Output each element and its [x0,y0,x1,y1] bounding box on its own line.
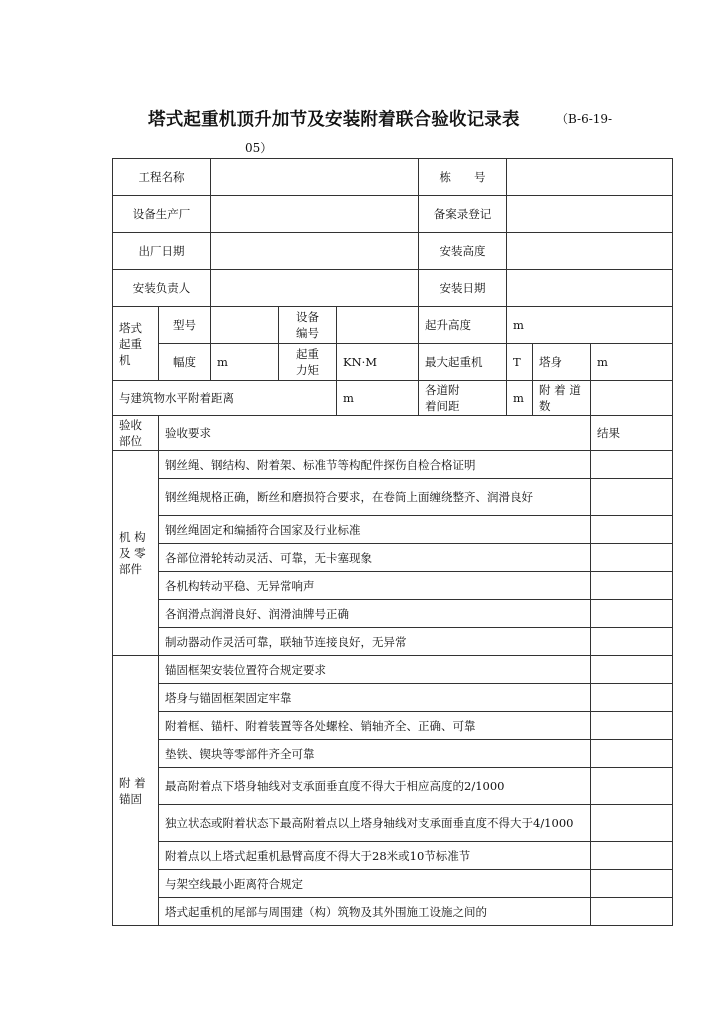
unit-horizontal-distance: m [337,381,419,416]
value-building-no[interactable] [507,159,673,196]
label-equip-no: 设备 编号 [279,307,337,344]
result-cell[interactable] [591,712,673,740]
value-manufacturer[interactable] [211,196,419,233]
unit-attach-spacing: m [507,381,533,416]
check-item: 锚固框架安装位置符合规定要求 [159,656,591,684]
label-install-leader: 安装负责人 [113,270,211,307]
check-item: 塔身与锚固框架固定牢靠 [159,684,591,712]
section-mechanism-label: 机 构 及 零 部件 [113,451,159,656]
result-cell[interactable] [591,656,673,684]
check-item: 附着点以上塔式起重机悬臂高度不得大于28米或10节标准节 [159,842,591,870]
result-cell[interactable] [591,768,673,805]
label-project-name: 工程名称 [113,159,211,196]
value-install-date[interactable] [507,270,673,307]
check-item: 独立状态或附着状态下最高附着点以上塔身轴线对支承面垂直度不得大于4/1000 [159,805,591,842]
result-cell[interactable] [591,684,673,712]
label-manufacturer: 设备生产厂 [113,196,211,233]
label-attach-count: 附 着 道 数 [533,381,591,416]
section-anchorage-label: 附 着 锚固 [113,656,159,926]
result-cell[interactable] [591,898,673,926]
result-cell[interactable] [591,600,673,628]
label-attach-spacing: 各道附 着间距 [419,381,507,416]
unit-tower-body: m [591,344,673,381]
check-item: 垫铁、锲块等零部件齐全可靠 [159,740,591,768]
check-item: 钢丝绳固定和编插符合国家及行业标准 [159,516,591,544]
label-install-height: 安装高度 [419,233,507,270]
label-factory-date: 出厂日期 [113,233,211,270]
form-code-cont: 05） [245,141,273,155]
check-item: 附着框、锚杆、附着装置等各处螺栓、销轴齐全、正确、可靠 [159,712,591,740]
unit-lift-height: m [507,307,673,344]
check-item: 钢丝绳、钢结构、附着架、标准节等构配件探伤自检合格证明 [159,451,591,479]
col-header-result: 结果 [591,416,673,451]
label-amplitude: 幅度 [159,344,211,381]
col-header-requirement: 验收要求 [159,416,591,451]
value-install-height[interactable] [507,233,673,270]
check-item: 各部位滑轮转动灵活、可靠，无卡塞现象 [159,544,591,572]
label-max-lift: 最大起重机 [419,344,507,381]
col-header-part: 验收 部位 [113,416,159,451]
result-cell[interactable] [591,740,673,768]
label-tower-crane: 塔式 起重机 [113,307,159,381]
result-cell[interactable] [591,842,673,870]
value-factory-date[interactable] [211,233,419,270]
unit-amplitude: m [211,344,279,381]
value-equip-no[interactable] [337,307,419,344]
check-item: 钢丝绳规格正确，断丝和磨损符合要求，在卷筒上面缠绕整齐、润滑良好 [159,479,591,516]
acceptance-form-table [112,158,673,926]
result-cell[interactable] [591,805,673,842]
check-item: 制动器动作灵活可靠，联轴节连接良好，无异常 [159,628,591,656]
label-lift-height: 起升高度 [419,307,507,344]
check-item: 各机构转动平稳、无异常响声 [159,572,591,600]
check-item: 与架空线最小距离符合规定 [159,870,591,898]
form-code: （B-6-19- [556,112,613,126]
unit-max-lift: T [507,344,533,381]
value-record-reg[interactable] [507,196,673,233]
check-item: 各润滑点润滑良好、润滑油牌号正确 [159,600,591,628]
result-cell[interactable] [591,516,673,544]
label-lift-moment: 起重 力矩 [279,344,337,381]
result-cell[interactable] [591,628,673,656]
result-cell[interactable] [591,870,673,898]
unit-lift-moment: KN·M [337,344,419,381]
result-cell[interactable] [591,479,673,516]
label-record-reg: 备案录登记 [419,196,507,233]
value-install-leader[interactable] [211,270,419,307]
label-building-no: 栋 号 [419,159,507,196]
label-install-date: 安装日期 [419,270,507,307]
label-tower-body: 塔身 [533,344,591,381]
label-model: 型号 [159,307,211,344]
value-project-name[interactable] [211,159,419,196]
document-title: 塔式起重机顶升加节及安装附着联合验收记录表 [148,110,520,130]
result-cell[interactable] [591,451,673,479]
label-horizontal-distance: 与建筑物水平附着距离 [113,381,337,416]
result-cell[interactable] [591,572,673,600]
check-item: 塔式起重机的尾部与周围建（构）筑物及其外围施工设施之间的 [159,898,591,926]
value-attach-count[interactable] [591,381,673,416]
value-model[interactable] [211,307,279,344]
check-item: 最高附着点下塔身轴线对支承面垂直度不得大于相应高度的2/1000 [159,768,591,805]
result-cell[interactable] [591,544,673,572]
